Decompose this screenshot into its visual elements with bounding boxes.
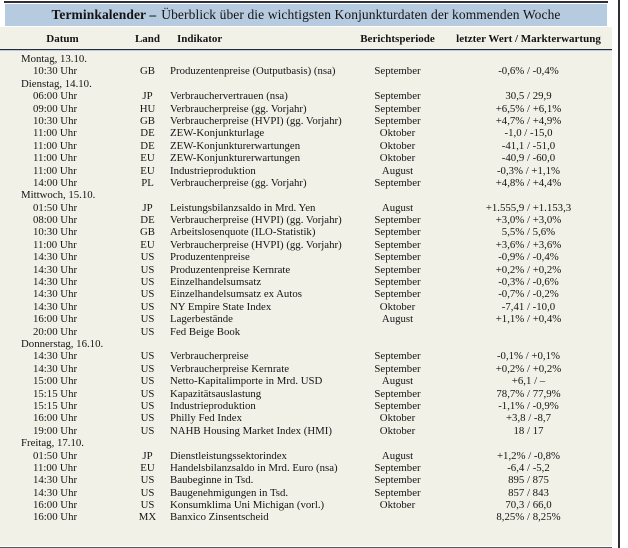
column-header-berichtsperiode: Berichtsperiode [360, 33, 435, 45]
cell-indicator: NAHB Housing Market Index (HMI) [170, 424, 332, 437]
table-row [0, 450, 612, 462]
top-rule [4, 1, 608, 3]
cell-time: 11:00 Uhr [33, 238, 77, 251]
cell-time: 01:50 Uhr [33, 201, 78, 214]
column-header-land: Land [134, 33, 161, 45]
cell-period: September [374, 387, 421, 400]
cell-time: 19:00 Uhr [33, 424, 78, 437]
cell-indicator: Banxico Zinsentscheid [170, 511, 269, 524]
table-row [0, 400, 612, 412]
cell-period: Oktober [379, 424, 416, 437]
table-row [0, 214, 612, 226]
cell-country: EU [140, 461, 155, 474]
table-row [0, 363, 612, 375]
cell-country: EU [140, 152, 155, 165]
cell-country: US [140, 424, 155, 437]
cell-time: 14:30 Uhr [33, 474, 78, 487]
page-title-bold: Terminkalender – [51, 7, 157, 22]
table-row [0, 474, 612, 486]
cell-country: US [140, 399, 155, 412]
cell-value: +3,0% / +3,0% [495, 214, 562, 227]
day-header-row: Donnerstag, 16.10. [21, 337, 104, 350]
cell-period: September [374, 251, 421, 264]
cell-period: September [374, 486, 421, 499]
cell-value: +6,1 / – [511, 375, 546, 388]
table-row [0, 301, 612, 313]
cell-value: -0,3% / +1,1% [496, 164, 561, 177]
cell-value: +0,2% / +0,2% [495, 263, 562, 276]
cell-time: 16:00 Uhr [33, 313, 78, 326]
cell-period: August [381, 201, 414, 214]
cell-period: September [374, 102, 421, 115]
cell-time: 14:30 Uhr [33, 276, 78, 289]
cell-time: 14:30 Uhr [33, 362, 78, 375]
column-header-wert: letzter Wert / Markterwartung [456, 33, 601, 45]
cell-value: -0,6% / -0,4% [498, 65, 559, 78]
cell-period: September [374, 238, 421, 251]
cell-indicator: Verbraucherpreise Kernrate [170, 362, 289, 375]
cell-time: 10:30 Uhr [33, 114, 78, 127]
cell-country: JP [142, 201, 153, 214]
cell-indicator: Produzentenpreise [170, 251, 250, 264]
cell-country: US [140, 499, 155, 512]
cell-period: September [374, 350, 421, 363]
table-row [0, 326, 612, 338]
cell-value: 18 / 17 [513, 424, 544, 437]
cell-country: US [140, 474, 155, 487]
cell-indicator: ZEW-Konjunkturerwartungen [170, 139, 301, 152]
cell-indicator: Baugenehmigungen in Tsd. [170, 486, 289, 499]
cell-time: 01:50 Uhr [33, 449, 78, 462]
table-row [0, 90, 612, 102]
page-title-rest: Überblick über die wichtigsten Konjunkturdaten der kommenden Woche [161, 7, 561, 22]
cell-indicator: Konsumklima Uni Michigan (vorl.) [170, 499, 325, 512]
cell-period: August [381, 164, 414, 177]
cell-indicator: Verbraucherpreise (HVPI) (gg. Vorjahr) [170, 214, 342, 227]
table-row [0, 226, 612, 238]
cell-country: US [140, 276, 155, 289]
cell-value: 857 / 843 [508, 486, 549, 499]
cell-period: September [374, 114, 421, 127]
cell-time: 08:00 Uhr [33, 214, 78, 227]
table-row [0, 412, 612, 424]
day-header-row: Freitag, 17.10. [21, 437, 84, 450]
table-body [0, 53, 612, 524]
table-row [0, 115, 612, 127]
cell-value: -40,9 / -60,0 [501, 152, 556, 165]
table-row [0, 177, 612, 189]
cell-time: 11:00 Uhr [33, 461, 77, 474]
cell-country: US [140, 325, 155, 338]
cell-time: 14:30 Uhr [33, 263, 78, 276]
cell-country: US [140, 313, 155, 326]
table-row [0, 425, 612, 437]
cell-time: 11:00 Uhr [33, 152, 77, 165]
cell-value: +1.555,9 / +1.153,3 [485, 201, 572, 214]
cell-indicator: Verbraucherpreise (HVPI) (gg. Vorjahr) [170, 238, 342, 251]
column-header-indikator: Indikator [177, 33, 223, 45]
cell-indicator: Fed Beige Book [170, 325, 241, 338]
cell-time: 15:15 Uhr [33, 387, 78, 400]
cell-country: GB [140, 65, 155, 78]
table-row [0, 487, 612, 499]
cell-value: +3,8 / -8,7 [505, 412, 552, 425]
table-row [0, 511, 612, 523]
cell-indicator: Verbraucherpreise (gg. Vorjahr) [170, 176, 307, 189]
cell-time: 14:30 Uhr [33, 486, 78, 499]
cell-indicator: Verbrauchervertrauen (nsa) [170, 90, 288, 103]
cell-country: US [140, 300, 155, 313]
cell-time: 16:00 Uhr [33, 412, 78, 425]
table-row [0, 127, 612, 139]
table-row [0, 264, 612, 276]
cell-period: September [374, 399, 421, 412]
cell-indicator: Verbraucherpreise (gg. Vorjahr) [170, 102, 307, 115]
cell-indicator: NY Empire State Index [170, 300, 272, 313]
table-row [0, 140, 612, 152]
cell-period: Oktober [379, 412, 416, 425]
cell-period: September [374, 461, 421, 474]
cell-country: GB [140, 226, 155, 239]
cell-value: 895 / 875 [508, 474, 549, 487]
cell-value: -1,1% / -0,9% [498, 399, 559, 412]
cell-value: -1,0 / -15,0 [504, 127, 553, 140]
cell-country: PL [141, 176, 154, 189]
header-rule [0, 49, 612, 51]
cell-indicator: ZEW-Konjunkturerwartungen [170, 152, 301, 165]
cell-country: MX [138, 511, 157, 524]
cell-time: 11:00 Uhr [33, 164, 77, 177]
cell-time: 15:00 Uhr [33, 375, 78, 388]
cell-period [350, 326, 445, 338]
cell-value: +3,6% / +3,6% [495, 238, 562, 251]
table-row [0, 462, 612, 474]
cell-period: Oktober [379, 127, 416, 140]
cell-time: 15:15 Uhr [33, 399, 78, 412]
cell-period: September [374, 176, 421, 189]
cell-period: September [374, 226, 421, 239]
cell-time: 10:30 Uhr [33, 226, 78, 239]
cell-value: +1,2% / -0,8% [496, 449, 561, 462]
table-row [0, 350, 612, 362]
cell-country: EU [140, 164, 155, 177]
column-header-datum: Datum [46, 33, 79, 45]
cell-period: Oktober [379, 152, 416, 165]
cell-period: September [374, 65, 421, 78]
cell-indicator: Handelsbilanzsaldo in Mrd. Euro (nsa) [170, 461, 338, 474]
cell-period: August [381, 313, 414, 326]
table-row [0, 276, 612, 288]
cell-period: Oktober [379, 139, 416, 152]
cell-time: 16:00 Uhr [33, 499, 78, 512]
cell-indicator: Verbraucherpreise (HVPI) (gg. Vorjahr) [170, 114, 342, 127]
cell-time: 14:30 Uhr [33, 350, 78, 363]
cell-indicator: Produzentenpreise Kernrate [170, 263, 291, 276]
cell-indicator: Verbraucherpreise [170, 350, 249, 363]
cell-value: 70,3 / 66,0 [505, 499, 552, 512]
cell-value: -0,1% / +0,1% [496, 350, 561, 363]
cell-period [350, 511, 445, 523]
cell-indicator: Industrieproduktion [170, 164, 256, 177]
cell-time: 14:30 Uhr [33, 251, 78, 264]
cell-value: -0,9% / -0,4% [498, 251, 559, 264]
cell-value: 30,5 / 29,9 [505, 90, 552, 103]
table-row [0, 152, 612, 164]
cell-country: JP [142, 90, 153, 103]
cell-country: DE [140, 139, 155, 152]
cell-country: US [140, 486, 155, 499]
cell-time: 20:00 Uhr [33, 325, 78, 338]
table-row [0, 288, 612, 300]
cell-country: EU [140, 238, 155, 251]
table-row [0, 313, 612, 325]
cell-period: September [374, 276, 421, 289]
cell-period: September [374, 263, 421, 276]
cell-value: +1,1% / +0,4% [495, 313, 562, 326]
cell-value: 8,25% / 8,25% [496, 511, 561, 524]
cell-indicator: ZEW-Konjunkturlage [170, 127, 265, 140]
cell-country: US [140, 251, 155, 264]
cell-value: +4,7% / +4,9% [495, 114, 562, 127]
table-row [0, 239, 612, 251]
cell-indicator: Einzelhandelsumsatz [170, 276, 262, 289]
cell-indicator: Kapazitätsauslastung [170, 387, 262, 400]
cell-time: 11:00 Uhr [33, 127, 77, 140]
cell-time: 09:00 Uhr [33, 102, 78, 115]
cell-period: September [374, 362, 421, 375]
cell-value: -7,41 / -10,0 [501, 300, 556, 313]
cell-country: DE [140, 214, 155, 227]
cell-indicator: Philly Fed Index [170, 412, 242, 425]
cell-value: -0,3% / -0,6% [498, 276, 559, 289]
cell-country: US [140, 288, 155, 301]
table-row [0, 65, 612, 77]
cell-time: 14:30 Uhr [33, 288, 78, 301]
cell-country: DE [140, 127, 155, 140]
cell-time: 06:00 Uhr [33, 90, 78, 103]
cell-period: September [374, 214, 421, 227]
cell-indicator: Industrieproduktion [170, 399, 256, 412]
page-border-right [618, 0, 620, 548]
cell-time: 10:30 Uhr [33, 65, 78, 78]
cell-indicator: Lagerbestände [170, 313, 233, 326]
cell-value: -0,7% / -0,2% [498, 288, 559, 301]
cell-time: 16:00 Uhr [33, 511, 78, 524]
day-header-row: Montag, 13.10. [21, 53, 87, 65]
cell-indicator: Leistungsbilanzsaldo in Mrd. Yen [170, 201, 316, 214]
cell-value: 5,5% / 5,6% [501, 226, 556, 239]
day-header-row: Dienstag, 14.10. [21, 77, 92, 90]
cell-country: US [140, 387, 155, 400]
cell-indicator: Produzentenpreise (Outputbasis) (nsa) [170, 65, 336, 78]
cell-value: +0,2% / +0,2% [495, 362, 562, 375]
cell-indicator: Einzelhandelsumsatz ex Autos [170, 288, 302, 301]
cell-period: September [374, 90, 421, 103]
cell-indicator: Dienstleistungssektorindex [170, 449, 287, 462]
cell-country: JP [142, 449, 153, 462]
cell-period: September [374, 474, 421, 487]
cell-country: HU [139, 102, 156, 115]
cell-value [445, 326, 612, 338]
cell-period: September [374, 288, 421, 301]
title-bar [5, 4, 607, 26]
cell-country: GB [140, 114, 155, 127]
cell-value: -6,4 / -5,2 [507, 461, 550, 474]
table-row [0, 165, 612, 177]
cell-indicator: Arbeitslosenquote (ILO-Statistik) [170, 226, 316, 239]
cell-value: +4,8% / +4,4% [495, 176, 562, 189]
cell-period: August [381, 375, 414, 388]
table-row [0, 202, 612, 214]
cell-country: US [140, 350, 155, 363]
cell-indicator: Baubeginne in Tsd. [170, 474, 254, 487]
table-row [0, 251, 612, 263]
cell-value: -41,1 / -51,0 [501, 139, 556, 152]
cell-country: US [140, 412, 155, 425]
cell-value: +6,5% / +6,1% [495, 102, 562, 115]
cell-time: 11:00 Uhr [33, 139, 77, 152]
calendar-table [0, 27, 612, 546]
table-row [0, 388, 612, 400]
column-header-row [0, 27, 612, 49]
cell-period: Oktober [379, 300, 416, 313]
cell-period: August [381, 449, 414, 462]
table-row [0, 103, 612, 115]
cell-time: 14:30 Uhr [33, 300, 78, 313]
day-header-row: Mittwoch, 15.10. [21, 189, 96, 202]
cell-country: US [140, 362, 155, 375]
cell-time: 14:00 Uhr [33, 176, 78, 189]
cell-country: US [140, 375, 155, 388]
cell-value: 78,7% / 77,9% [496, 387, 561, 400]
cell-country: US [140, 263, 155, 276]
table-row [0, 499, 612, 511]
cell-period: Oktober [379, 499, 416, 512]
table-row [0, 375, 612, 387]
cell-indicator: Netto-Kapitalimporte in Mrd. USD [170, 375, 323, 388]
